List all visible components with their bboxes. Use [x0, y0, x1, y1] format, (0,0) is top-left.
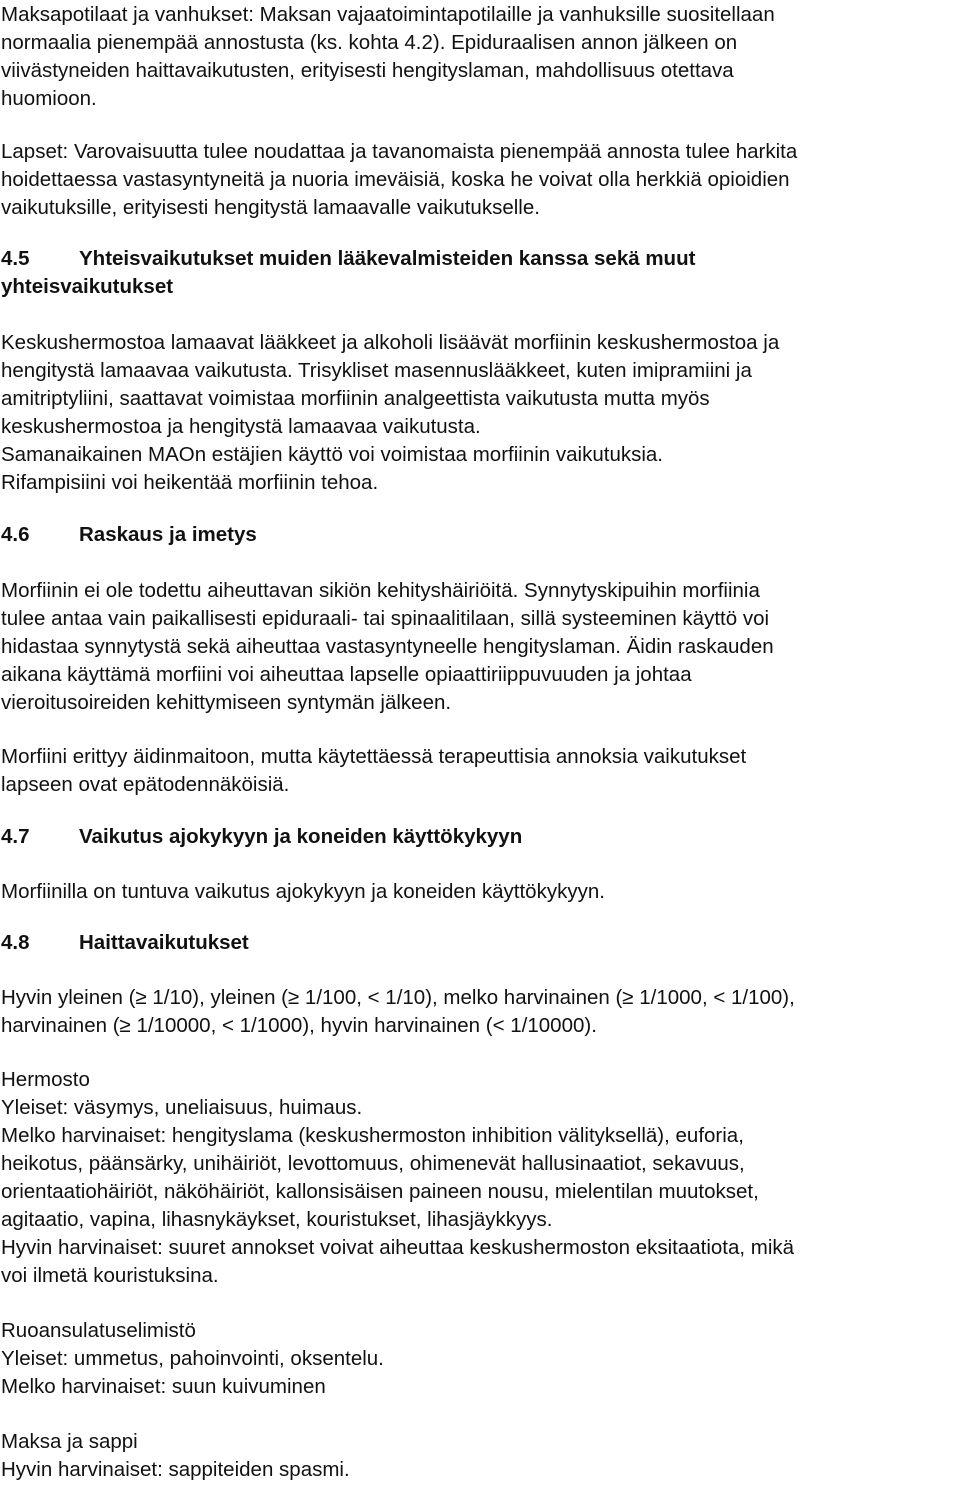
text-line: tulee antaa vain paikallisesti epiduraali- tai spinaalitilaan, sillä systeeminen käyttö voi: [1, 607, 770, 630]
text-line: Hyvin yleinen (≥ 1/10), yleinen (≥ 1/100, < 1/10), melko harvinainen (≥ 1/1000, < 1/100),: [1, 986, 795, 1009]
liver-biliary-section: [1, 1428, 960, 1484]
text-line: hoidettaessa vastasyntyneitä ja nuoria imeväisiä, koska he voivat olla herkkiä opioidien: [1, 168, 790, 191]
text-line: hidastaa synnytystä sekä aiheuttaa vastasyntyneelle hengityslaman. Äidin raskauden: [1, 635, 774, 658]
text-line: hengitystä lamaavaa vaikutusta. Trisykliset masennuslääkkeet, kuten imipramiini ja: [1, 359, 752, 382]
text-line: aikana käyttämä morfiini voi aiheuttaa lapselle opiaattiriippuvuuden ja johtaa: [1, 663, 692, 686]
subsection-heading: Ruoansulatuselimistö: [1, 1319, 196, 1342]
interactions-paragraph: [1, 329, 960, 497]
section-heading-4-8: [1, 929, 249, 957]
text-line: vaikutuksille, erityisesti hengitystä lamaavalle vaikutukselle.: [1, 196, 540, 219]
driving-paragraph: [1, 878, 960, 906]
text-line: agitaatio, vapina, lihasnykäykset, kouristukset, lihasjäykkyys.: [1, 1208, 553, 1231]
text-line: normaalia pienempää annostusta (ks. kohta 4.2). Epiduraalisen annon jälkeen on: [1, 31, 738, 54]
text-line: Melko harvinaiset: hengityslama (keskushermoston inhibition välityksellä), euforia,: [1, 1124, 744, 1147]
section-heading-4-7: [1, 823, 522, 851]
frequency-paragraph: [1, 984, 960, 1040]
section-title: Yhteisvaikutukset muiden lääkevalmisteiden kanssa sekä muut: [79, 247, 696, 270]
text-line: Melko harvinaiset: suun kuivuminen: [1, 1375, 326, 1398]
text-line: lapseen ovat epätodennäköisiä.: [1, 773, 290, 796]
section-title: Vaikutus ajokykyyn ja koneiden käyttökykyyn: [79, 825, 523, 848]
text-line: harvinainen (≥ 1/10000, < 1/1000), hyvin harvinainen (< 1/10000).: [1, 1014, 597, 1037]
children-paragraph: [1, 138, 960, 222]
section-number: 4.6: [1, 523, 30, 546]
intro-paragraph: [1, 1, 960, 113]
section-title: Raskaus ja imetys: [79, 523, 257, 546]
text-line: Morfiinilla on tuntuva vaikutus ajokykyyn ja koneiden käyttökykyyn.: [1, 880, 605, 903]
text-line: Yleiset: ummetus, pahoinvointi, oksentelu.: [1, 1347, 384, 1370]
text-line: orientaatiohäiriöt, näköhäiriöt, kallonsisäisen paineen nousu, mielentilan muutokset,: [1, 1180, 759, 1203]
text-line: Morfiini erittyy äidinmaitoon, mutta käytettäessä terapeuttisia annoksia vaikutukset: [1, 745, 747, 768]
text-line: Yleiset: väsymys, uneliaisuus, huimaus.: [1, 1096, 363, 1119]
text-line: Hyvin harvinaiset: sappiteiden spasmi.: [1, 1458, 350, 1481]
text-line: viivästyneiden haittavaikutusten, erityisesti hengityslaman, mahdollisuus otettava: [1, 59, 734, 82]
section-heading-4-6: [1, 521, 257, 549]
text-line: Samanaikainen MAOn estäjien käyttö voi voimistaa morfiinin vaikutuksia.: [1, 443, 663, 466]
section-title-continued: yhteisvaikutukset: [1, 275, 174, 298]
text-line: Morfiinin ei ole todettu aiheuttavan sikiön kehityshäiriöitä. Synnytyskipuihin morfiinia: [1, 579, 760, 602]
section-number: 4.7: [1, 825, 30, 848]
nervous-system-section: [1, 1066, 960, 1290]
text-line: Rifampisiini voi heikentää morfiinin tehoa.: [1, 471, 379, 494]
subsection-heading: Hermosto: [1, 1068, 90, 1091]
section-number: 4.5: [1, 247, 30, 270]
pregnancy-paragraph: [1, 577, 960, 717]
text-line: Keskushermostoa lamaavat lääkkeet ja alkoholi lisäävät morfiinin keskushermostoa ja: [1, 331, 780, 354]
text-line: Hyvin harvinaiset: suuret annokset voivat aiheuttaa keskushermoston eksitaatiota, mikä: [1, 1236, 795, 1259]
section-heading-4-5: [1, 245, 695, 301]
text-line: Maksapotilaat ja vanhukset: Maksan vajaatoimintapotilaille ja vanhuksille suositellaan: [1, 3, 775, 26]
section-title: Haittavaikutukset: [79, 931, 249, 954]
text-line: vieroitusoireiden kehittymiseen syntymän jälkeen.: [1, 691, 452, 714]
text-line: Lapset: Varovaisuutta tulee noudattaa ja tavanomaista pienempää annosta tulee harkita: [1, 140, 798, 163]
text-line: voi ilmetä kouristuksina.: [1, 1264, 219, 1287]
text-line: amitriptyliini, saattavat voimistaa morfiinin analgeettista vaikutusta mutta myös: [1, 387, 710, 410]
section-number: 4.8: [1, 931, 30, 954]
text-line: huomioon.: [1, 87, 97, 110]
gastrointestinal-section: [1, 1317, 960, 1401]
text-line: keskushermostoa ja hengitystä lamaavaa vaikutusta.: [1, 415, 481, 438]
text-line: heikotus, päänsärky, unihäiriöt, levottomuus, ohimenevät hallusinaatiot, sekavuus,: [1, 1152, 745, 1175]
breastfeeding-paragraph: [1, 743, 960, 799]
subsection-heading: Maksa ja sappi: [1, 1430, 138, 1453]
